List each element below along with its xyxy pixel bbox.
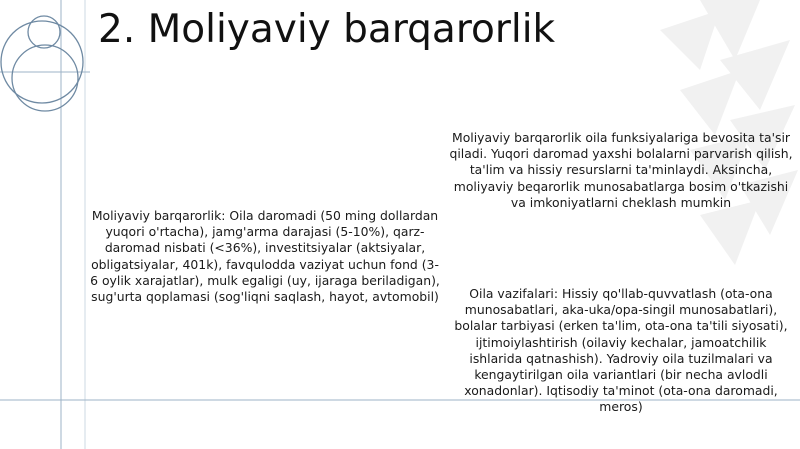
slide-title: 2. Moliyaviy barqarorlik xyxy=(98,7,556,52)
large-circle-icon xyxy=(1,21,83,103)
left-body-text: Moliyaviy barqarorlik: Oila daromadi (50 ming dollardan yuqori o'rtacha), jamg'arma darajasi (5-10%), qarz-daromad nisbati (<36%), investitsiyalar (aktsiyalar, obligatsiyalar, 401k), favqulodda vaziyat uchun fond (3-6 oylik xarajatlar), mulk egaligi (uy, ijaraga beriladigan), sug'urta qoplamasi (sog'liqni saqlash, hayot, avtomobil) xyxy=(90,208,440,305)
right-top-text: Moliyaviy barqarorlik oila funksiyalariga bevosita ta'sir qiladi. Yuqori daromad yaxshi bolalarni parvarish qilish, ta'lim va hissiy resurslarni ta'minlaydi. Aksincha, moliyaviy beqarorlik munosabatlarga bosim o'tkazishi va imkoniyatlarni cheklash mumkin xyxy=(449,130,793,210)
decor-circles xyxy=(1,16,83,111)
right-bottom-text: Oila vazifalari: Hissiy qo'llab-quvvatlash (ota-ona munosabatlari, aka-uka/opa-singil munosabatlari), bolalar tarbiyasi (erken ta'lim, ota-ona ta'tili siyosati), ijtimoiylashtirish (oilaviy kechalar, jamoatchilik ishlarida qatnashish). Yadroviy oila tuzilmalari va kengaytirilgan oila variantlari (bir necha avlodli xonadonlar). Iqtisodiy ta'minot (ota-ona daromadi, meros) xyxy=(454,286,788,415)
lower-circle-icon xyxy=(12,45,78,111)
